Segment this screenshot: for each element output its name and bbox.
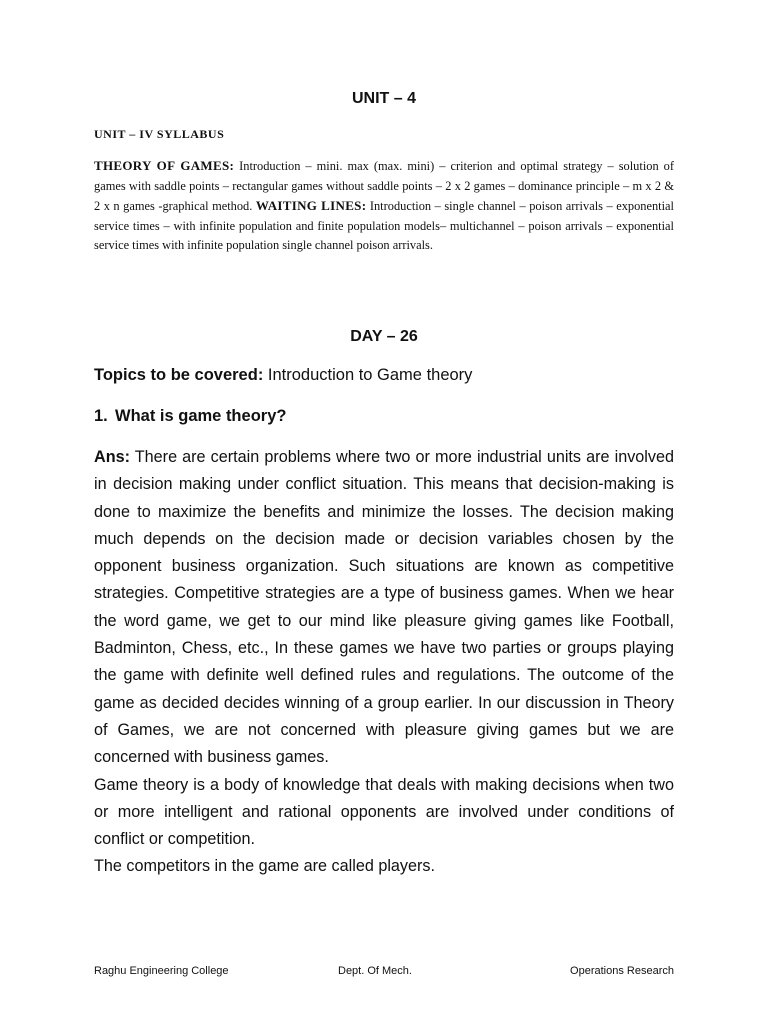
- waiting-lines-text: Introduction – single channel – poison arrivals – exponential service times – with infinite population and finite population models– multichannel – poison arrivals – exponential service times with infinite population single channel poison arrivals.: [94, 199, 675, 252]
- footer-college: Raghu Engineering College: [94, 965, 229, 977]
- waiting-lines-label: WAITING LINES:: [255, 198, 367, 213]
- topics-text: Introduction to Game theory: [263, 366, 473, 384]
- day-title: DAY – 26: [350, 328, 418, 345]
- question-text: What is game theory?: [115, 407, 287, 425]
- answer-label: Ans:: [94, 448, 130, 466]
- page-footer: [94, 965, 674, 983]
- footer-subject: Operations Research: [570, 965, 674, 977]
- theory-of-games-text: Introduction – mini. max (max. mini) – criterion and optimal strategy – solution of games with saddle points – rectangular games without saddle points – 2 x 2 games – dominance principle – m x 2 & 2 x n games -graphical method.: [94, 159, 674, 213]
- syllabus-text: [94, 156, 674, 256]
- question-heading: [94, 407, 684, 426]
- answer-paragraph-2: Game theory is a body of knowledge that deals with making decisions when two or more intelligent and rational opponents are involved under conditions of conflict or competition.: [94, 775, 674, 849]
- answer-paragraph-1: [94, 444, 674, 772]
- answer-paragraph-1-text: There are certain problems where two or more industrial units are involved in decision making under conflict situation. This means that decision-making is done to maximize the benefits and minimize the losses. The decision making much depends on the decision made or decision variables chosen by the opponent business organization. Such situations are known as competitive strategies. Competitive strategies are a type of business games. When we hear the word game, we get to our mind like pleasure giving games like Football, Badminton, Chess, etc., In these games we have two parties or groups playing the game with definite well defined rules and regulations. The outcome of the game as decided decides winning of a group earlier. In our discussion in Theory of Games, we are not concerned with pleasure giving games but we are concerned with business games.: [94, 448, 674, 767]
- syllabus-heading: UNIT – IV SYLLABUS: [94, 127, 225, 141]
- topics-line: [94, 366, 684, 385]
- unit-title: UNIT – 4: [351, 90, 416, 107]
- theory-of-games-label: THEORY OF GAMES:: [94, 158, 235, 173]
- footer-dept: Dept. Of Mech.: [338, 965, 412, 977]
- answer-body: [94, 444, 674, 881]
- topics-label: Topics to be covered:: [94, 366, 264, 384]
- question-number: 1.: [94, 407, 108, 425]
- answer-paragraph-3: The competitors in the game are called players.: [94, 857, 436, 876]
